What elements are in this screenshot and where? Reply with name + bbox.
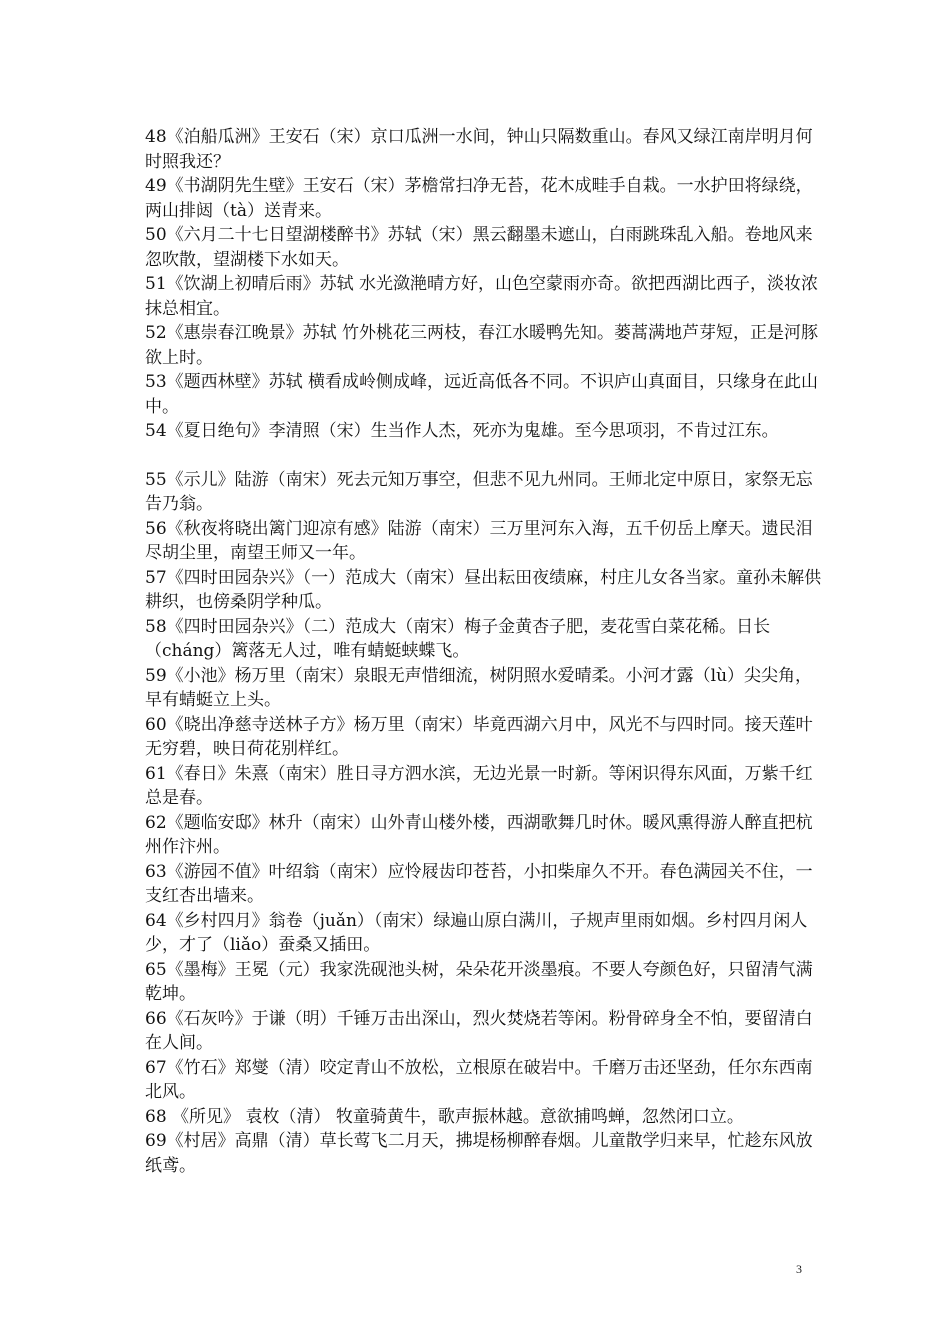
poem-entry-61: 61《春日》朱熹（南宋）胜日寻方泗水滨，无边光景一时新。等闲识得东风面，万紫千红总是春。 bbox=[145, 763, 813, 808]
poem-entry-54: 54《夏日绝句》李清照（宋）生当作人杰，死亦为鬼雄。至今思项羽，不肯过江东。 bbox=[145, 421, 779, 441]
poem-entry-53: 53《题西林壁》苏轼 横看成岭侧成峰，远近高低各不同。不识庐山真面目，只缘身在此山中。 bbox=[145, 372, 819, 417]
page-number: 3 bbox=[796, 1262, 802, 1276]
poem-entry-69: 69《村居》高鼎（清）草长莺飞二月天，拂堤杨柳醉春烟。儿童散学归来早，忙趁东风放纸鸢。 bbox=[145, 1131, 813, 1176]
poem-entry-63: 63《游园不值》叶绍翁（南宋）应怜屐齿印苍苔，小扣柴扉久不开。春色满园关不住，一支红杏出墙来。 bbox=[145, 861, 813, 906]
poem-entry-57: 57《四时田园杂兴》（一）范成大（南宋）昼出耘田夜绩麻，村庄儿女各当家。童孙未解供耕织，也傍桑阴学种瓜。 bbox=[145, 567, 822, 612]
poem-entry-58: 58《四时田园杂兴》（二）范成大（南宋）梅子金黄杏子肥，麦花雪白菜花稀。日长（cháng）篱落无人过，唯有蜻蜓蛱蝶飞。 bbox=[145, 616, 771, 661]
poem-entry-49: 49《书湖阴先生壁》王安石（宋）茅檐常扫净无苔，花木成畦手自栽。一水护田将绿绕，两山排闼（tà）送青来。 bbox=[145, 176, 813, 221]
poem-entry-66: 66《石灰吟》于谦（明）千锤万击出深山，烈火焚烧若等闲。粉骨碎身全不怕，要留清白在人间。 bbox=[145, 1008, 813, 1053]
poem-entry-60: 60《晓出净慈寺送林子方》杨万里（南宋）毕竟西湖六月中，风光不与四时同。接天莲叶无穷碧，映日荷花别样红。 bbox=[145, 714, 813, 759]
poem-list bbox=[145, 125, 825, 1178]
poem-entry-67: 67《竹石》郑燮（清）咬定青山不放松，立根原在破岩中。千磨万击还坚劲，任尔东西南北风。 bbox=[145, 1057, 813, 1102]
poem-entry-55: 55《示儿》陆游（南宋）死去元知万事空，但悲不见九州同。王师北定中原日，家祭无忘告乃翁。 bbox=[145, 469, 813, 514]
poem-entry-65: 65《墨梅》王冕（元）我家洗砚池头树，朵朵花开淡墨痕。不要人夸颜色好，只留清气满乾坤。 bbox=[145, 959, 813, 1004]
poem-entry-62: 62《题临安邸》林升（南宋）山外青山楼外楼，西湖歌舞几时休。暖风熏得游人醉直把杭州作汴州。 bbox=[145, 812, 813, 857]
poem-entry-51: 51《饮湖上初晴后雨》苏轼 水光潋滟晴方好，山色空蒙雨亦奇。欲把西湖比西子，淡妆浓抹总相宜。 bbox=[145, 274, 819, 319]
poem-entry-48: 48《泊船瓜洲》王安石（宋）京口瓜洲一水间，钟山只隔数重山。春风又绿江南岸明月何时照我还？ bbox=[145, 127, 813, 172]
poem-entry-64: 64《乡村四月》翁卷（juǎn）（南宋）绿遍山原白满川，子规声里雨如烟。乡村四月闲人少，才了（liǎo）蚕桑又插田。 bbox=[145, 910, 808, 955]
poem-entry-68: 68 《所见》 袁枚（清） 牧童骑黄牛，歌声振林越。意欲捕鸣蝉，忽然闭口立。 bbox=[145, 1106, 744, 1127]
poem-entry-59: 59《小池》杨万里（南宋）泉眼无声惜细流，树阴照水爱晴柔。小河才露（lù）尖尖角，早有蜻蜓立上头。 bbox=[145, 665, 813, 710]
poem-entry-52: 52《惠崇春江晚景》苏轼 竹外桃花三两枝，春江水暖鸭先知。蒌蒿满地芦芽短，正是河豚欲上时。 bbox=[145, 323, 819, 368]
poem-entry-56: 56《秋夜将晓出篱门迎凉有感》陆游（南宋）三万里河东入海，五千仞岳上摩天。遗民泪尽胡尘里，南望王师又一年。 bbox=[145, 518, 813, 563]
poem-entry-50: 50《六月二十七日望湖楼醉书》苏轼（宋）黑云翻墨未遮山，白雨跳珠乱入船。卷地风来忽吹散，望湖楼下水如天。 bbox=[145, 225, 813, 270]
